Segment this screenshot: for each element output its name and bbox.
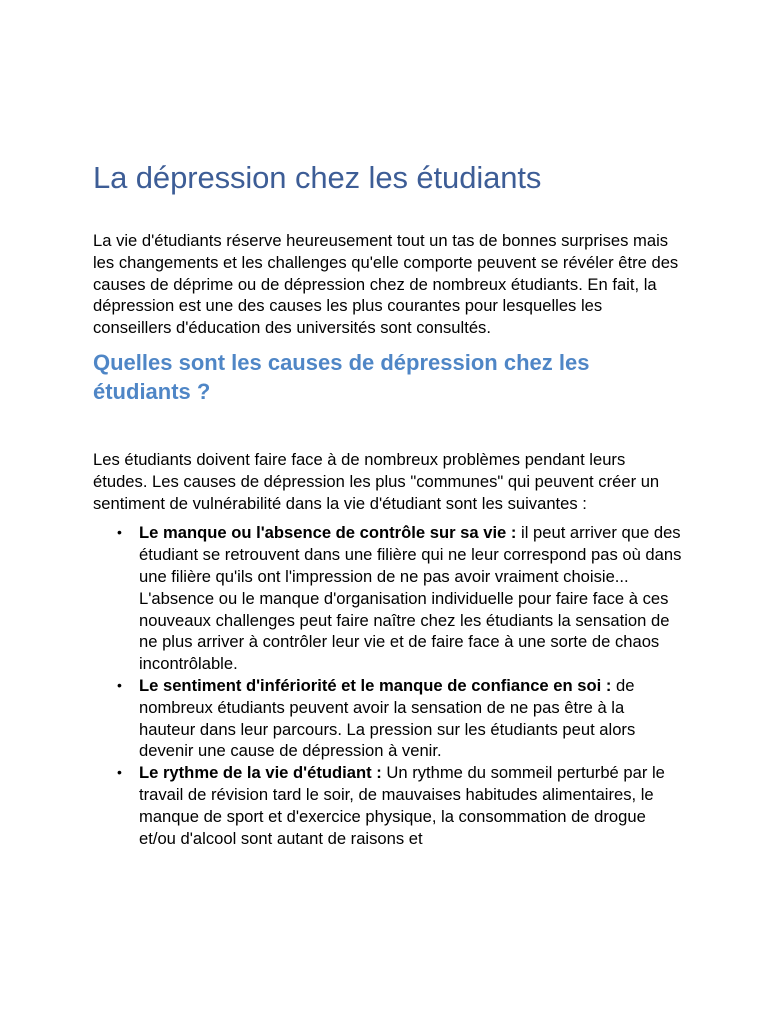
section-heading: Quelles sont les causes de dépression chez les étudiants ? bbox=[93, 349, 590, 404]
bullet-icon: • bbox=[117, 524, 122, 541]
cause-title: Le rythme de la vie d'étudiant : bbox=[139, 763, 382, 783]
cause-text: il peut arriver que des étudiant se retrouvent dans une filière qui ne leur correspond pas où dans une filière qu'ils ont l'impression de ne pas avoir vraiment choisie... L'absence ou le manque d'organisation individuelle pour faire face à ces nouveaux challenges peut faire naître chez les étudiants la sensation de ne plus arriver à contrôler leur vie et de faire face à une sorte de chaos incontrôlable. bbox=[139, 523, 682, 674]
cause-text: de nombreux étudiants peuvent avoir la sensation de ne pas être à la hauteur dans leur parcours. La pression sur les étudiants peut alors devenir une cause de dépression à venir. bbox=[139, 675, 636, 761]
document-title: La dépression chez les étudiants bbox=[93, 160, 542, 195]
list-item bbox=[117, 522, 683, 675]
bullet-icon: • bbox=[117, 676, 122, 693]
intro-paragraph: La vie d'étudiants réserve heureusement tout un tas de bonnes surprises mais les changements et les challenges qu'elle comporte peuvent se révéler être des causes de déprime ou de dépression chez de nombreux étudiants. En fait, la dépression est une des causes les plus courantes pour lesquelles les conseillers d'éducation des universités sont consultés. bbox=[93, 231, 679, 338]
bullet-icon: • bbox=[117, 764, 122, 781]
cause-text: Un rythme du sommeil perturbé par le travail de révision tard le soir, de mauvaises habitudes alimentaires, le manque de sport et d'exercice physique, la consommation de drogue et/ou d'alcool sont autant de raisons et bbox=[139, 763, 665, 848]
list-item bbox=[117, 675, 683, 762]
cause-title: Le manque ou l'absence de contrôle sur sa vie : bbox=[139, 523, 517, 543]
cause-title: Le sentiment d'infériorité et le manque de confiance en soi : bbox=[139, 675, 612, 695]
document-page bbox=[93, 158, 683, 849]
section-intro-paragraph: Les étudiants doivent faire face à de nombreux problèmes pendant leurs études. Les causes de dépression les plus "communes" qui peuvent créer un sentiment de vulnérabilité dans la vie d'étudiant sont les suivantes : bbox=[93, 449, 660, 513]
causes-list bbox=[93, 522, 683, 849]
list-item bbox=[117, 762, 683, 849]
